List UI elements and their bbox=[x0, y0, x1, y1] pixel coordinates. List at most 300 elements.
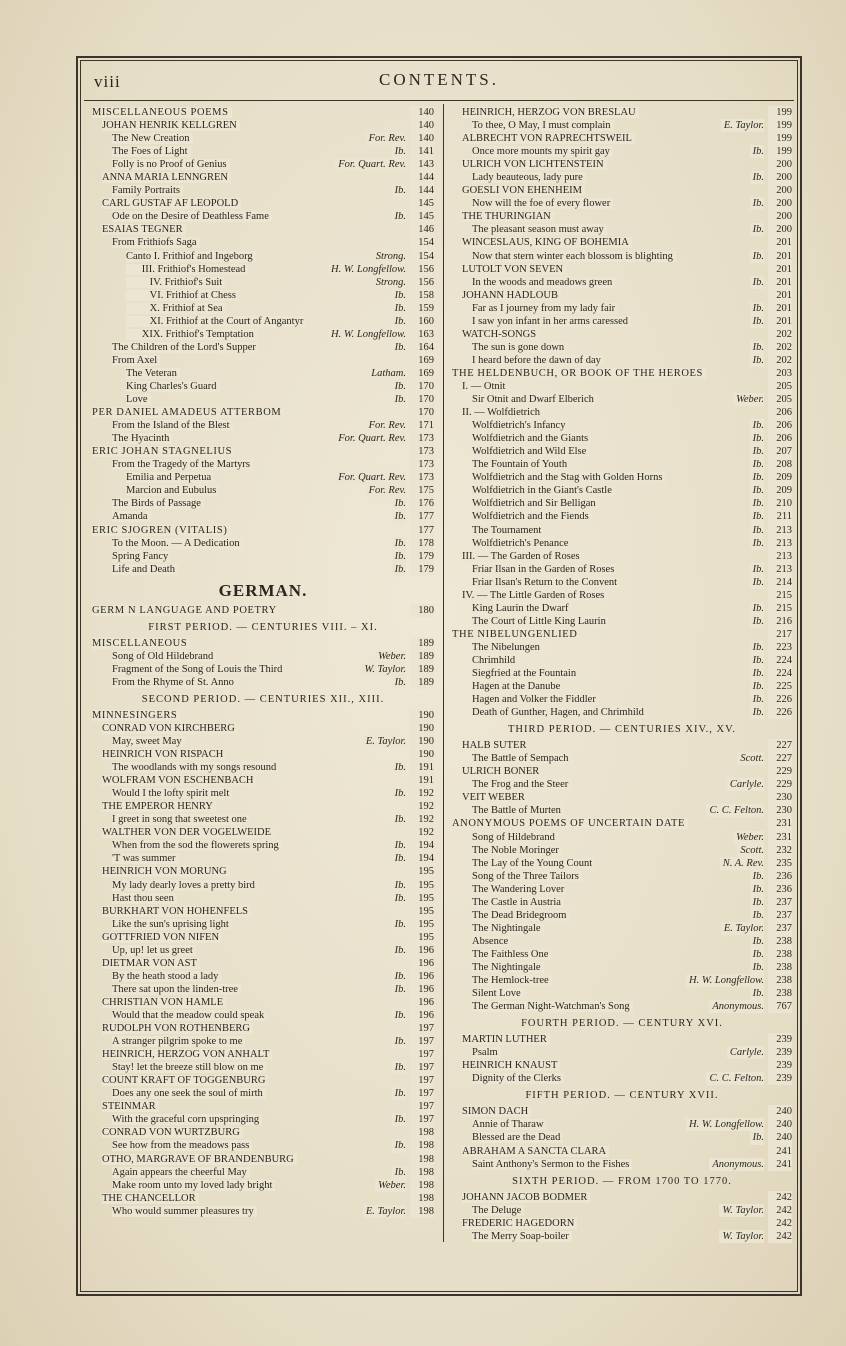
toc-poem-entry[interactable] bbox=[452, 276, 792, 289]
toc-poem-entry[interactable] bbox=[92, 367, 434, 380]
toc-author-entry[interactable] bbox=[452, 184, 792, 197]
toc-author-entry[interactable] bbox=[92, 119, 434, 132]
toc-author-entry[interactable] bbox=[452, 210, 792, 223]
toc-poem-entry[interactable] bbox=[92, 1139, 434, 1152]
entry-title: III. — The Garden of Roses bbox=[462, 551, 583, 562]
toc-poem-entry[interactable] bbox=[92, 184, 434, 197]
toc-author-entry[interactable] bbox=[92, 1126, 434, 1139]
toc-poem-entry[interactable] bbox=[92, 497, 434, 510]
toc-poem-entry[interactable] bbox=[92, 970, 434, 983]
entry-page-number: 189 bbox=[410, 663, 434, 676]
entry-page-number: 197 bbox=[410, 1035, 434, 1048]
toc-poem-entry[interactable] bbox=[92, 650, 434, 663]
toc-poem-entry[interactable] bbox=[92, 1061, 434, 1074]
period-heading: FIRST PERIOD. — CENTURIES VIII. – XI. bbox=[148, 621, 378, 633]
toc-poem-entry[interactable] bbox=[92, 432, 434, 445]
entry-title: Marcion and Eubulus bbox=[126, 485, 219, 496]
entry-title: Siegfried at the Fountain bbox=[472, 668, 579, 679]
toc-author-entry[interactable] bbox=[92, 826, 434, 839]
toc-author-entry[interactable] bbox=[452, 739, 792, 752]
toc-poem-entry[interactable] bbox=[92, 510, 434, 523]
toc-poem-entry[interactable] bbox=[452, 1204, 792, 1217]
toc-poem-entry[interactable] bbox=[452, 909, 792, 922]
toc-author-entry[interactable] bbox=[92, 1022, 434, 1035]
entry-page-number: 178 bbox=[410, 537, 434, 550]
toc-author-entry[interactable] bbox=[452, 1217, 792, 1230]
entry-title: WATCH-SONGS bbox=[462, 329, 539, 340]
toc-poem-entry[interactable] bbox=[92, 892, 434, 905]
toc-poem-entry[interactable] bbox=[92, 354, 434, 367]
toc-poem-entry[interactable] bbox=[452, 896, 792, 909]
entry-page-number: 199 bbox=[768, 132, 792, 145]
toc-author-entry[interactable] bbox=[92, 905, 434, 918]
toc-poem-entry[interactable] bbox=[92, 393, 434, 406]
entry-page-number: 230 bbox=[768, 791, 792, 804]
toc-poem-entry[interactable] bbox=[92, 158, 434, 171]
toc-author-entry[interactable] bbox=[452, 106, 792, 119]
entry-title: 'T was summer bbox=[112, 853, 179, 864]
entry-title: III. Frithiof's Homestead bbox=[126, 264, 248, 275]
entry-page-number: 206 bbox=[768, 432, 792, 445]
entry-title: ULRICH BONER bbox=[462, 766, 542, 777]
entry-page-number: 190 bbox=[410, 709, 434, 722]
translator-attribution: Ib. bbox=[392, 892, 406, 905]
toc-poem-entry[interactable] bbox=[452, 844, 792, 857]
toc-poem-entry[interactable] bbox=[452, 458, 792, 471]
toc-author-entry[interactable] bbox=[92, 406, 434, 419]
entry-page-number: 192 bbox=[410, 813, 434, 826]
toc-poem-entry[interactable] bbox=[452, 537, 792, 550]
entry-title: ANONYMOUS POEMS OF UNCERTAIN DATE bbox=[452, 818, 688, 829]
entry-title: Ode on the Desire of Deathless Fame bbox=[112, 211, 272, 222]
translator-attribution: Ib. bbox=[750, 987, 764, 1000]
toc-author-entry[interactable] bbox=[452, 132, 792, 145]
entry-page-number: 237 bbox=[768, 896, 792, 909]
toc-poem-entry[interactable] bbox=[452, 987, 792, 1000]
entry-title: Life and Death bbox=[112, 564, 178, 575]
toc-author-entry[interactable] bbox=[92, 223, 434, 236]
toc-poem-entry[interactable] bbox=[92, 471, 434, 484]
toc-poem-entry[interactable] bbox=[452, 870, 792, 883]
toc-poem-entry[interactable] bbox=[92, 1035, 434, 1048]
entry-page-number: 239 bbox=[768, 1072, 792, 1085]
toc-poem-entry[interactable] bbox=[92, 236, 434, 249]
toc-author-entry[interactable] bbox=[92, 1192, 434, 1205]
toc-poem-entry[interactable] bbox=[92, 328, 434, 341]
toc-author-entry[interactable] bbox=[92, 637, 434, 650]
toc-poem-entry[interactable] bbox=[452, 974, 792, 987]
entry-title: Would I the lofty spirit melt bbox=[112, 788, 232, 799]
translator-attribution: C. C. Felton. bbox=[706, 804, 764, 817]
toc-poem-entry[interactable] bbox=[452, 524, 792, 537]
toc-poem-entry[interactable] bbox=[452, 1158, 792, 1171]
translator-attribution: Ib. bbox=[392, 145, 406, 158]
page-number: viii bbox=[94, 72, 121, 91]
toc-author-entry[interactable] bbox=[452, 589, 792, 602]
toc-author-entry[interactable] bbox=[452, 406, 792, 419]
entry-page-number: 201 bbox=[768, 236, 792, 249]
entry-title: A stranger pilgrim spoke to me bbox=[112, 1036, 245, 1047]
entry-title: Far as I journey from my lady fair bbox=[472, 303, 618, 314]
toc-poem-entry[interactable] bbox=[452, 419, 792, 432]
translator-attribution: Carlyle. bbox=[727, 1046, 764, 1059]
toc-poem-entry[interactable] bbox=[92, 852, 434, 865]
toc-poem-entry[interactable] bbox=[92, 1166, 434, 1179]
toc-poem-entry[interactable] bbox=[452, 615, 792, 628]
entry-title: From the Island of the Blest bbox=[112, 420, 233, 431]
entry-page-number: 241 bbox=[768, 1145, 792, 1158]
translator-attribution: Ib. bbox=[750, 667, 764, 680]
entry-page-number: 196 bbox=[410, 1009, 434, 1022]
entry-page-number: 201 bbox=[768, 250, 792, 263]
entry-page-number: 156 bbox=[410, 276, 434, 289]
entry-page-number: 229 bbox=[768, 778, 792, 791]
entry-title: Friar Ilsan in the Garden of Roses bbox=[472, 564, 617, 575]
toc-author-entry[interactable] bbox=[452, 628, 792, 641]
entry-title: ULRICH VON LICHTENSTEIN bbox=[462, 159, 607, 170]
entry-title: The Birds of Passage bbox=[112, 498, 204, 509]
toc-poem-entry[interactable] bbox=[92, 1087, 434, 1100]
toc-author-entry[interactable] bbox=[92, 931, 434, 944]
toc-poem-entry[interactable] bbox=[452, 935, 792, 948]
entry-title: MARTIN LUTHER bbox=[462, 1034, 550, 1045]
toc-poem-entry[interactable] bbox=[452, 1046, 792, 1059]
translator-attribution: Weber. bbox=[375, 650, 406, 663]
toc-author-entry[interactable] bbox=[92, 171, 434, 184]
entry-page-number: 239 bbox=[768, 1046, 792, 1059]
entry-title: STEINMAR bbox=[102, 1101, 159, 1112]
translator-attribution: Ib. bbox=[392, 1166, 406, 1179]
toc-author-entry[interactable] bbox=[452, 1033, 792, 1046]
toc-poem-entry[interactable] bbox=[92, 458, 434, 471]
translator-attribution: Ib. bbox=[750, 935, 764, 948]
toc-poem-entry[interactable] bbox=[452, 171, 792, 184]
toc-author-entry[interactable] bbox=[92, 604, 434, 617]
entry-page-number: 202 bbox=[768, 354, 792, 367]
entry-title: OTHO, MARGRAVE OF BRANDENBURG bbox=[102, 1154, 297, 1165]
translator-attribution: Ib. bbox=[392, 210, 406, 223]
toc-poem-entry[interactable] bbox=[452, 393, 792, 406]
entry-title: MINNESINGERS bbox=[92, 710, 180, 721]
toc-poem-entry[interactable] bbox=[92, 537, 434, 550]
toc-poem-entry[interactable] bbox=[92, 145, 434, 158]
translator-attribution: N. A. Rev. bbox=[720, 857, 764, 870]
toc-poem-entry[interactable] bbox=[92, 663, 434, 676]
entry-page-number: 146 bbox=[410, 223, 434, 236]
entry-title: Now will the foe of every flower bbox=[472, 198, 613, 209]
entry-title: VI. Frithiof at Chess bbox=[126, 290, 239, 301]
toc-author-entry[interactable] bbox=[92, 800, 434, 813]
toc-poem-entry[interactable] bbox=[452, 857, 792, 870]
toc-author-entry[interactable] bbox=[92, 748, 434, 761]
toc-author-entry[interactable] bbox=[452, 367, 792, 380]
entry-title: Friar Ilsan's Return to the Convent bbox=[472, 577, 620, 588]
entry-title: The Deluge bbox=[472, 1205, 524, 1216]
translator-attribution: Scott. bbox=[737, 844, 764, 857]
translator-attribution: Ib. bbox=[392, 1139, 406, 1152]
toc-poem-entry[interactable] bbox=[92, 735, 434, 748]
toc-author-entry[interactable] bbox=[452, 289, 792, 302]
toc-poem-entry[interactable] bbox=[452, 961, 792, 974]
toc-poem-entry[interactable] bbox=[452, 341, 792, 354]
toc-poem-entry[interactable] bbox=[92, 944, 434, 957]
toc-author-entry[interactable] bbox=[92, 445, 434, 458]
translator-attribution: Ib. bbox=[750, 870, 764, 883]
entry-page-number: 189 bbox=[410, 650, 434, 663]
toc-poem-entry[interactable] bbox=[452, 471, 792, 484]
toc-poem-entry[interactable] bbox=[92, 341, 434, 354]
entry-title: GOESLI VON EHENHEIM bbox=[462, 185, 585, 196]
toc-poem-entry[interactable] bbox=[92, 983, 434, 996]
translator-attribution: Ib. bbox=[750, 171, 764, 184]
translator-attribution: Ib. bbox=[750, 680, 764, 693]
column-divider bbox=[443, 104, 444, 1242]
entry-page-number: 140 bbox=[410, 132, 434, 145]
toc-poem-entry[interactable] bbox=[92, 918, 434, 931]
entry-page-number: 231 bbox=[768, 817, 792, 830]
translator-attribution: For. Rev. bbox=[366, 419, 406, 432]
entry-page-number: 198 bbox=[410, 1139, 434, 1152]
toc-poem-entry[interactable] bbox=[452, 445, 792, 458]
toc-poem-entry[interactable] bbox=[92, 839, 434, 852]
toc-poem-entry[interactable] bbox=[452, 1072, 792, 1085]
entry-page-number: 143 bbox=[410, 158, 434, 171]
toc-poem-entry[interactable] bbox=[452, 563, 792, 576]
toc-poem-entry[interactable] bbox=[92, 302, 434, 315]
entry-title: The sun is gone down bbox=[472, 342, 567, 353]
entry-title: My lady dearly loves a pretty bird bbox=[112, 880, 258, 891]
toc-poem-entry[interactable] bbox=[452, 922, 792, 935]
toc-poem-entry[interactable] bbox=[92, 315, 434, 328]
entry-page-number: 154 bbox=[410, 236, 434, 249]
entry-page-number: 163 bbox=[410, 328, 434, 341]
entry-page-number: 224 bbox=[768, 654, 792, 667]
toc-poem-entry[interactable] bbox=[452, 432, 792, 445]
toc-author-entry[interactable] bbox=[452, 765, 792, 778]
toc-poem-entry[interactable] bbox=[452, 831, 792, 844]
entry-page-number: 198 bbox=[410, 1153, 434, 1166]
toc-poem-entry[interactable] bbox=[452, 883, 792, 896]
translator-attribution: Ib. bbox=[392, 537, 406, 550]
entry-page-number: 154 bbox=[410, 250, 434, 263]
entry-title: BURKHART VON HOHENFELS bbox=[102, 906, 251, 917]
toc-author-entry[interactable] bbox=[92, 722, 434, 735]
entry-title: Stay! let the breeze still blow on me bbox=[112, 1062, 266, 1073]
translator-attribution: Ib. bbox=[750, 576, 764, 589]
translator-attribution: Ib. bbox=[750, 197, 764, 210]
toc-author-entry[interactable] bbox=[92, 709, 434, 722]
translator-attribution: Weber. bbox=[375, 1179, 406, 1192]
entry-title: PER DANIEL AMADEUS ATTERBOM bbox=[92, 407, 284, 418]
toc-author-entry[interactable] bbox=[92, 774, 434, 787]
entry-title: The Merry Soap-boiler bbox=[472, 1231, 572, 1242]
entry-title: I greet in song that sweetest one bbox=[112, 814, 250, 825]
entry-page-number: 236 bbox=[768, 870, 792, 883]
toc-poem-entry[interactable] bbox=[452, 510, 792, 523]
toc-poem-entry[interactable] bbox=[452, 576, 792, 589]
toc-poem-entry[interactable] bbox=[92, 380, 434, 393]
translator-attribution: Ib. bbox=[392, 184, 406, 197]
toc-author-entry[interactable] bbox=[92, 197, 434, 210]
toc-poem-entry[interactable] bbox=[452, 354, 792, 367]
toc-poem-entry[interactable] bbox=[452, 1131, 792, 1144]
toc-poem-entry[interactable] bbox=[92, 250, 434, 263]
translator-attribution: E. Taylor. bbox=[721, 119, 764, 132]
translator-attribution: Ib. bbox=[750, 706, 764, 719]
toc-author-entry[interactable] bbox=[92, 106, 434, 119]
translator-attribution: Ib. bbox=[392, 341, 406, 354]
toc-author-entry[interactable] bbox=[92, 957, 434, 970]
toc-poem-entry[interactable] bbox=[92, 1113, 434, 1126]
toc-poem-entry[interactable] bbox=[452, 602, 792, 615]
entry-title: The Dead Bridegroom bbox=[472, 910, 569, 921]
entry-title: Song of the Three Tailors bbox=[472, 871, 582, 882]
entry-title: DIETMAR VON AST bbox=[102, 958, 200, 969]
entry-page-number: 197 bbox=[410, 1087, 434, 1100]
entry-title: HEINRICH, HERZOG VON ANHALT bbox=[102, 1049, 272, 1060]
toc-poem-entry[interactable] bbox=[92, 1009, 434, 1022]
toc-poem-entry[interactable] bbox=[452, 1118, 792, 1131]
entry-page-number: 197 bbox=[410, 1113, 434, 1126]
entry-title: Folly is no Proof of Genius bbox=[112, 159, 230, 170]
toc-poem-entry[interactable] bbox=[92, 761, 434, 774]
translator-attribution: Ib. bbox=[392, 813, 406, 826]
translator-attribution: Ib. bbox=[392, 918, 406, 931]
translator-attribution: Ib. bbox=[750, 223, 764, 236]
toc-author-entry[interactable] bbox=[452, 328, 792, 341]
entry-page-number: 213 bbox=[768, 537, 792, 550]
translator-attribution: Strong. bbox=[373, 276, 406, 289]
translator-attribution: Ib. bbox=[750, 563, 764, 576]
entry-page-number: 215 bbox=[768, 602, 792, 615]
toc-author-entry[interactable] bbox=[452, 263, 792, 276]
toc-poem-entry[interactable] bbox=[452, 667, 792, 680]
entry-title: I saw yon infant in her arms caressed bbox=[472, 316, 631, 327]
translator-attribution: Ib. bbox=[750, 1131, 764, 1144]
toc-poem-entry[interactable] bbox=[452, 693, 792, 706]
toc-poem-entry[interactable] bbox=[452, 778, 792, 791]
entry-page-number: 159 bbox=[410, 302, 434, 315]
toc-author-entry[interactable] bbox=[92, 524, 434, 537]
entry-page-number: 170 bbox=[410, 380, 434, 393]
toc-author-entry[interactable] bbox=[452, 1105, 792, 1118]
toc-poem-entry[interactable] bbox=[92, 484, 434, 497]
translator-attribution: Weber. bbox=[733, 831, 764, 844]
toc-poem-entry[interactable] bbox=[92, 1179, 434, 1192]
toc-poem-entry[interactable] bbox=[92, 879, 434, 892]
entry-page-number: 202 bbox=[768, 341, 792, 354]
toc-author-entry[interactable] bbox=[452, 1191, 792, 1204]
toc-author-entry[interactable] bbox=[452, 1059, 792, 1072]
translator-attribution: Ib. bbox=[750, 948, 764, 961]
translator-attribution: Ib. bbox=[750, 615, 764, 628]
toc-poem-entry[interactable] bbox=[452, 497, 792, 510]
entry-page-number: 169 bbox=[410, 367, 434, 380]
entry-title: XIX. Frithiof's Temptation bbox=[126, 329, 257, 340]
toc-author-entry[interactable] bbox=[452, 1145, 792, 1158]
entry-title: RUDOLPH VON ROTHENBERG bbox=[102, 1023, 253, 1034]
entry-page-number: 196 bbox=[410, 957, 434, 970]
entry-page-number: 224 bbox=[768, 667, 792, 680]
toc-poem-entry[interactable] bbox=[452, 654, 792, 667]
toc-poem-entry[interactable] bbox=[452, 145, 792, 158]
toc-poem-entry[interactable] bbox=[452, 119, 792, 132]
toc-poem-entry[interactable] bbox=[452, 315, 792, 328]
entry-title: The Nightingale bbox=[472, 923, 544, 934]
translator-attribution: Ib. bbox=[750, 484, 764, 497]
entry-page-number: 225 bbox=[768, 680, 792, 693]
toc-author-entry[interactable] bbox=[452, 791, 792, 804]
toc-poem-entry[interactable] bbox=[92, 1205, 434, 1218]
entry-page-number: 201 bbox=[768, 263, 792, 276]
translator-attribution: For. Quart. Rev. bbox=[335, 158, 406, 171]
toc-author-entry[interactable] bbox=[452, 380, 792, 393]
toc-author-entry[interactable] bbox=[92, 1153, 434, 1166]
toc-poem-entry[interactable] bbox=[92, 419, 434, 432]
toc-poem-entry[interactable] bbox=[92, 550, 434, 563]
entry-title: The Lay of the Young Count bbox=[472, 858, 595, 869]
entry-title: WINCESLAUS, KING OF BOHEMIA bbox=[462, 237, 632, 248]
toc-author-entry[interactable] bbox=[452, 817, 792, 830]
toc-author-entry[interactable] bbox=[452, 158, 792, 171]
toc-poem-entry[interactable] bbox=[452, 804, 792, 817]
toc-poem-entry[interactable] bbox=[92, 276, 434, 289]
entry-title: From the Tragedy of the Martyrs bbox=[112, 459, 253, 470]
entry-page-number: 216 bbox=[768, 615, 792, 628]
toc-author-entry[interactable] bbox=[92, 1048, 434, 1061]
toc-author-entry[interactable] bbox=[92, 1074, 434, 1087]
entry-page-number: 200 bbox=[768, 184, 792, 197]
toc-poem-entry[interactable] bbox=[452, 706, 792, 719]
toc-poem-entry[interactable] bbox=[452, 680, 792, 693]
translator-attribution: H. W. Longfellow. bbox=[328, 263, 406, 276]
toc-poem-entry[interactable] bbox=[452, 1230, 792, 1243]
toc-poem-entry[interactable] bbox=[452, 948, 792, 961]
entry-page-number: 767 bbox=[768, 1000, 792, 1013]
toc-poem-entry[interactable] bbox=[92, 563, 434, 576]
entry-page-number: 195 bbox=[410, 865, 434, 878]
entry-page-number: 200 bbox=[768, 210, 792, 223]
entry-title: HEINRICH VON RISPACH bbox=[102, 749, 226, 760]
toc-poem-entry[interactable] bbox=[452, 641, 792, 654]
toc-poem-entry[interactable] bbox=[92, 787, 434, 800]
entry-page-number: 213 bbox=[768, 550, 792, 563]
toc-poem-entry[interactable] bbox=[452, 752, 792, 765]
toc-poem-entry[interactable] bbox=[452, 1000, 792, 1013]
toc-poem-entry[interactable] bbox=[452, 302, 792, 315]
toc-poem-entry[interactable] bbox=[92, 676, 434, 689]
translator-attribution: Ib. bbox=[392, 676, 406, 689]
toc-poem-entry[interactable] bbox=[452, 484, 792, 497]
toc-poem-entry[interactable] bbox=[92, 289, 434, 302]
toc-poem-entry[interactable] bbox=[92, 263, 434, 276]
toc-poem-entry[interactable] bbox=[452, 197, 792, 210]
toc-author-entry[interactable] bbox=[452, 236, 792, 249]
entry-page-number: 239 bbox=[768, 1033, 792, 1046]
translator-attribution: Ib. bbox=[392, 839, 406, 852]
toc-poem-entry[interactable] bbox=[92, 813, 434, 826]
toc-poem-entry[interactable] bbox=[452, 223, 792, 236]
toc-author-entry[interactable] bbox=[92, 865, 434, 878]
entry-title: The Hyacinth bbox=[112, 433, 172, 444]
toc-poem-entry[interactable] bbox=[92, 210, 434, 223]
entry-page-number: 226 bbox=[768, 693, 792, 706]
toc-author-entry[interactable] bbox=[452, 550, 792, 563]
toc-poem-entry[interactable] bbox=[452, 250, 792, 263]
toc-poem-entry[interactable] bbox=[92, 132, 434, 145]
toc-author-entry[interactable] bbox=[92, 1100, 434, 1113]
toc-author-entry[interactable] bbox=[92, 996, 434, 1009]
